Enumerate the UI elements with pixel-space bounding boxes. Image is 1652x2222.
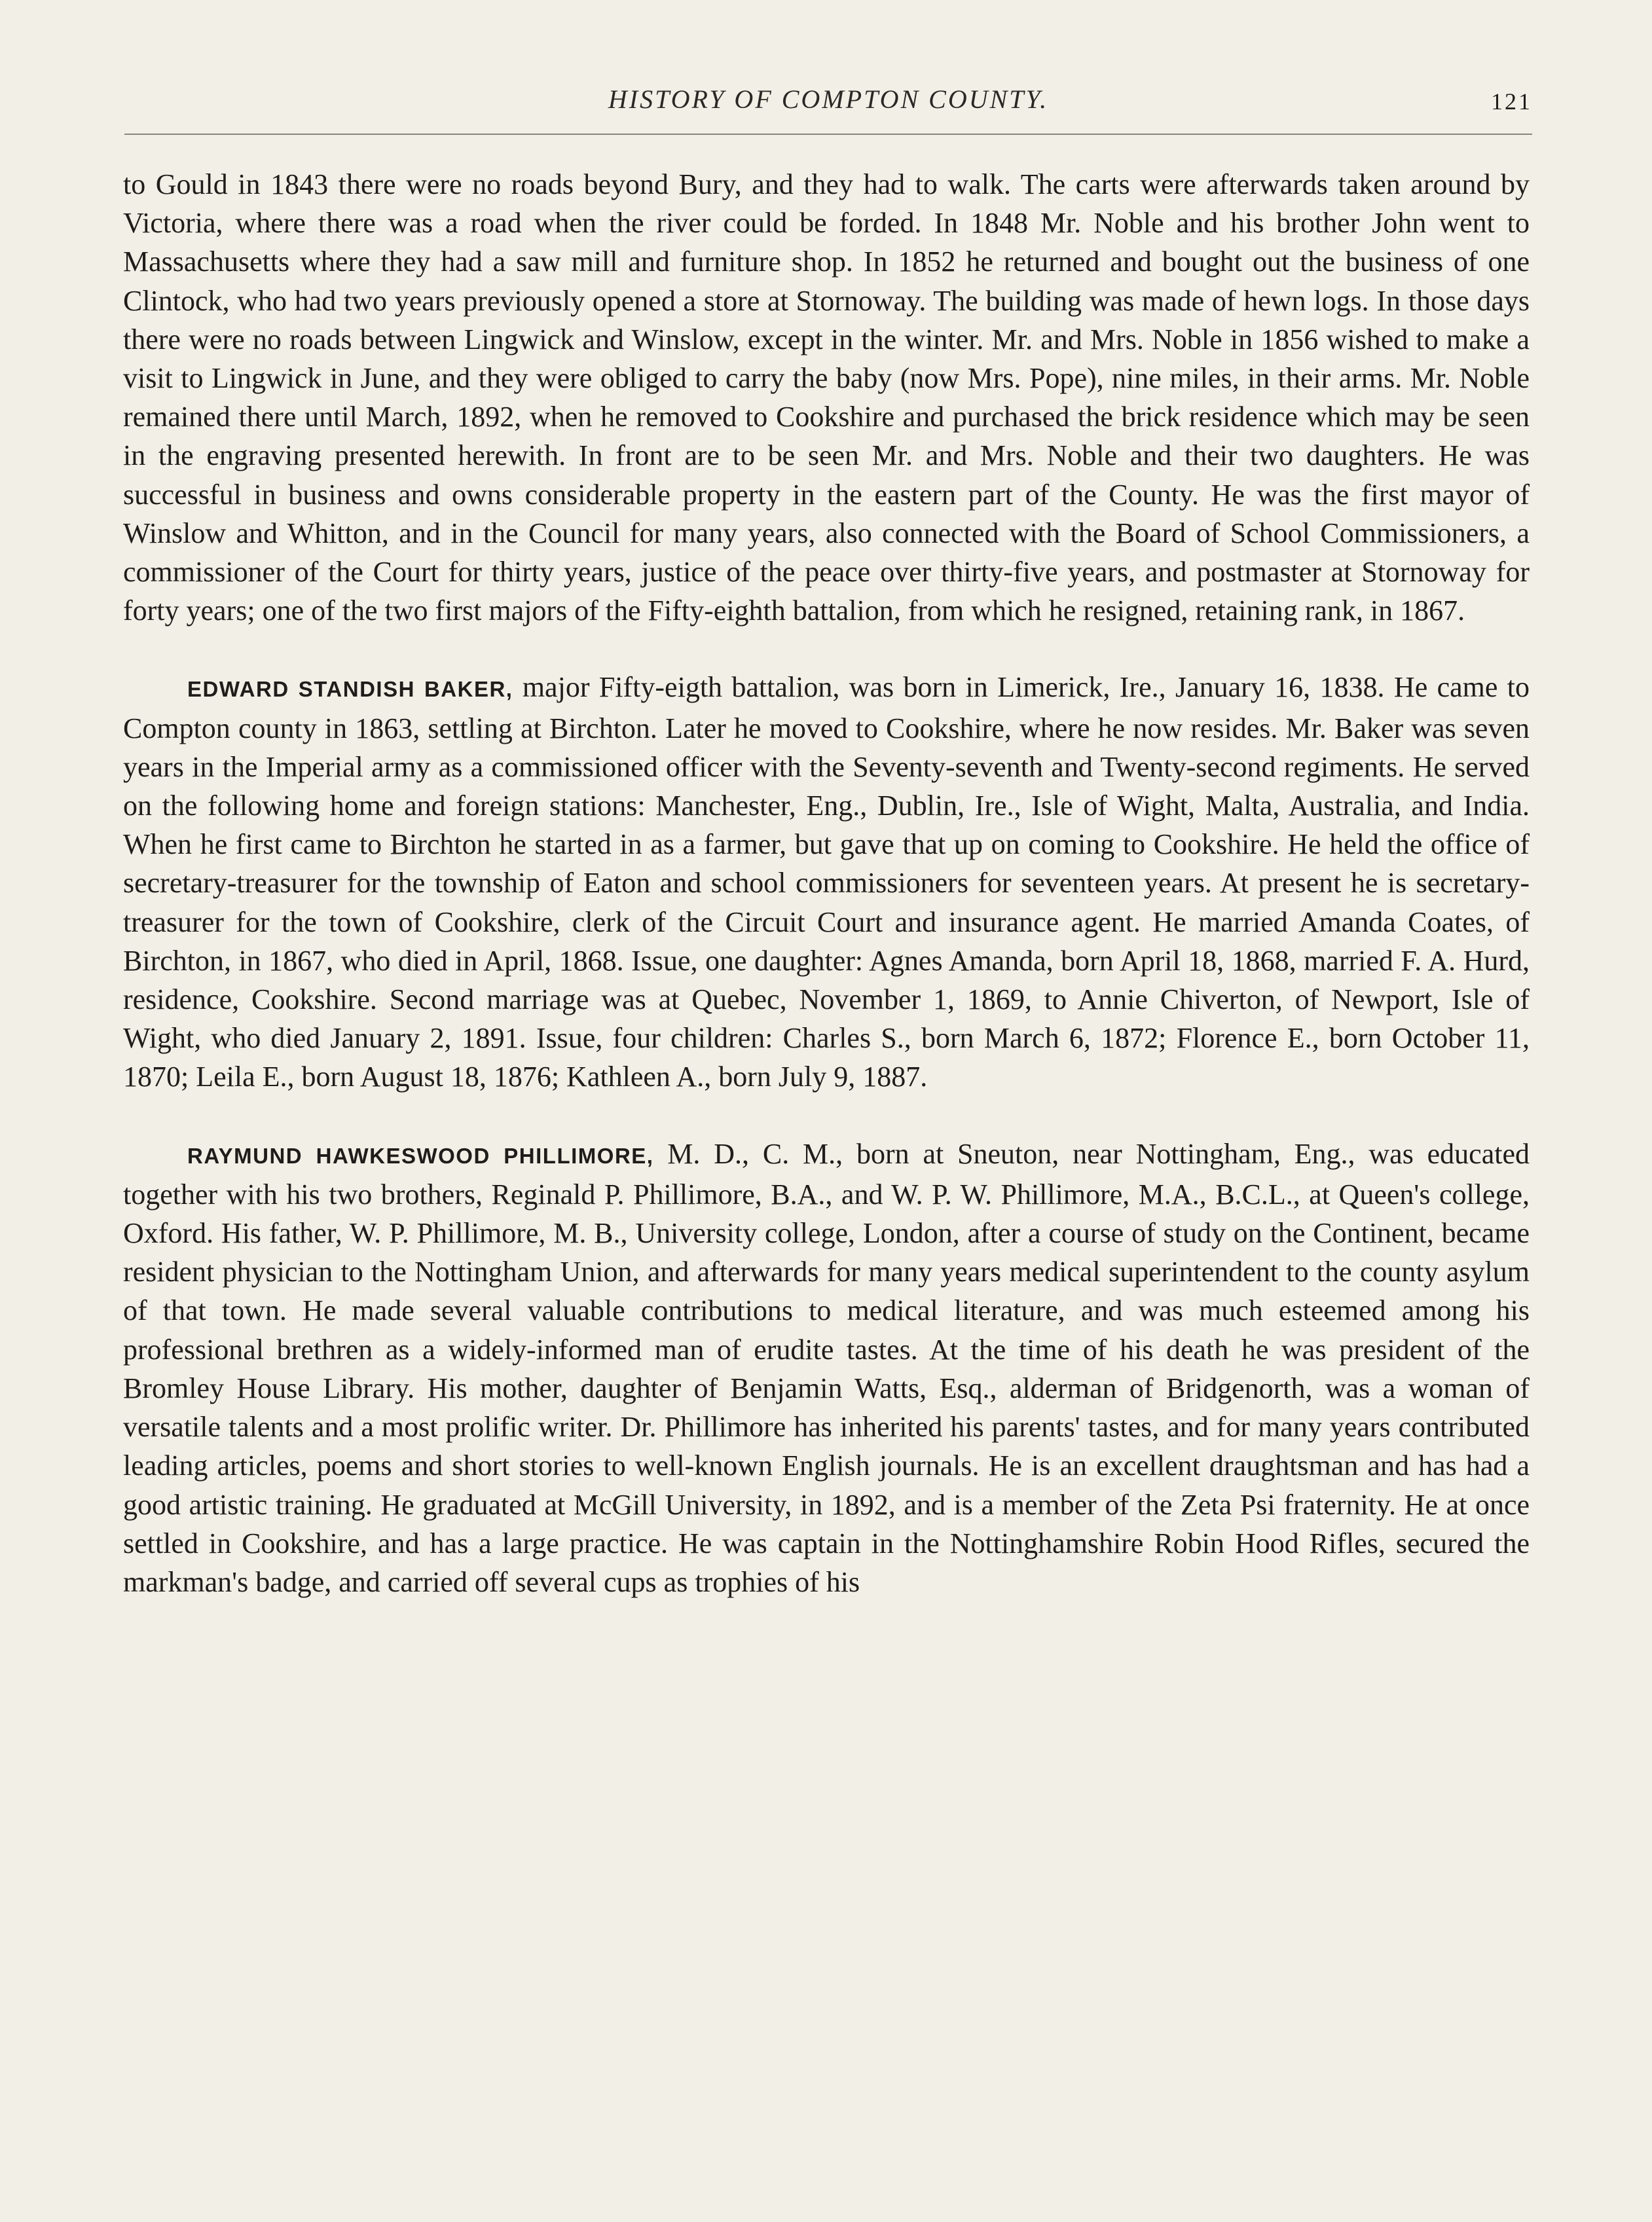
- paragraph-text: M. D., C. M., born at Sneuton, near Nottingham, Eng., was educated together with his two brothers, Reginald P. Phillimore, B.A., and W. P. W. Phillimore, M.A., B.C.L., at Queen's college, Oxford. His father, W. P. Phillimore, M. B., University college, London, after a course of study on the Continent, became resident physician to the Nottingham Union, and afterwards for many years medical superintendent to the county asylum of that town. He made several valuable contributions to medical literature, and was much esteemed among his professional brethren as a widely-informed man of erudite tastes. At the time of his death he was president of the Bromley House Library. His mother, daughter of Benjamin Watts, Esq., alderman of Bridgenorth, was a woman of versatile talents and a most prolific writer. Dr. Phillimore has inherited his parents' tastes, and for many years contributed leading articles, poems and short stories to well-known English journals. He is an excellent draughtsman and has had a good artistic training. He graduated at McGill University, in 1892, and is a member of the Zeta Psi fraternity. He at once settled in Cookshire, and has a large practice. He was captain in the Nottinghamshire Robin Hood Rifles, secured the markman's badge, and carried off several cups as trophies of his: [123, 1137, 1530, 1598]
- body-text: [123, 165, 1530, 1639]
- name-heading-phillimore: RAYMUND HAWKESWOOD PHILLIMORE,: [187, 1143, 654, 1168]
- page-header: [124, 84, 1532, 136]
- paragraph-phillimore: [123, 1135, 1530, 1601]
- paragraph-text: major Fifty-eigth battalion, was born in Limerick, Ire., January 16, 1838. He came to Compton county in 1863, settling at Birchton. Later he moved to Cookshire, where he now resides. Mr. Baker was seven years in the Imperial army as a commissioned officer with the Seventy-seventh and Twenty-second regiments. He served on the following home and foreign stations: Manchester, Eng., Dublin, Ire., Isle of Wight, Malta, Australia, and India. When he first came to Birchton he started in as a farmer, but gave that up on coming to Cookshire. He held the office of secretary-treasurer for the township of Eaton and school commissioners for seventeen years. At present he is secretary-treasurer for the town of Cookshire, clerk of the Circuit Court and insurance agent. He married Amanda Coates, of Birchton, in 1867, who died in April, 1868. Issue, one daughter: Agnes Amanda, born April 18, 1868, married F. A. Hurd, residence, Cookshire. Second marriage was at Quebec, November 1, 1869, to Annie Chiverton, of Newport, Isle of Wight, who died January 2, 1891. Issue, four children: Charles S., born March 6, 1872; Florence E., born October 11, 1870; Leila E., born August 18, 1876; Kathleen A., born July 9, 1887.: [123, 671, 1530, 1093]
- paragraph-noble-continued: [123, 165, 1530, 630]
- running-title: HISTORY OF COMPTON COUNTY.: [608, 84, 1049, 114]
- name-heading-baker: EDWARD STANDISH BAKER,: [187, 677, 513, 702]
- page-number: 121: [1491, 88, 1532, 115]
- paragraph-text: to Gould in 1843 there were no roads beyond Bury, and they had to walk. The carts were afterwards taken around by Victoria, where there was a road when the river could be forded. In 1848 Mr. Noble and his brother John went to Massachusetts where they had a saw mill and furniture shop. In 1852 he returned and bought out the business of one Clintock, who had two years previously opened a store at Stornoway. The building was made of hewn logs. In those days there were no roads between Lingwick and Winslow, except in the winter. Mr. and Mrs. Noble in 1856 wished to make a visit to Lingwick in June, and they were obliged to carry the baby (now Mrs. Pope), nine miles, in their arms. Mr. Noble remained there until March, 1892, when he removed to Cookshire and purchased the brick residence which may be seen in the engraving presented herewith. In front are to be seen Mr. and Mrs. Noble and their two daughters. He was successful in business and owns considerable property in the eastern part of the County. He was the first mayor of Winslow and Whitton, and in the Council for many years, also connected with the Board of School Commissioners, a commissioner of the Court for thirty years, justice of the peace over thirty-five years, and postmaster at Stornoway for forty years; one of the two first majors of the Fifty-eighth battalion, from which he resigned, retaining rank, in 1867.: [123, 168, 1530, 627]
- paragraph-baker: [123, 668, 1530, 1096]
- header-rule: [124, 134, 1532, 135]
